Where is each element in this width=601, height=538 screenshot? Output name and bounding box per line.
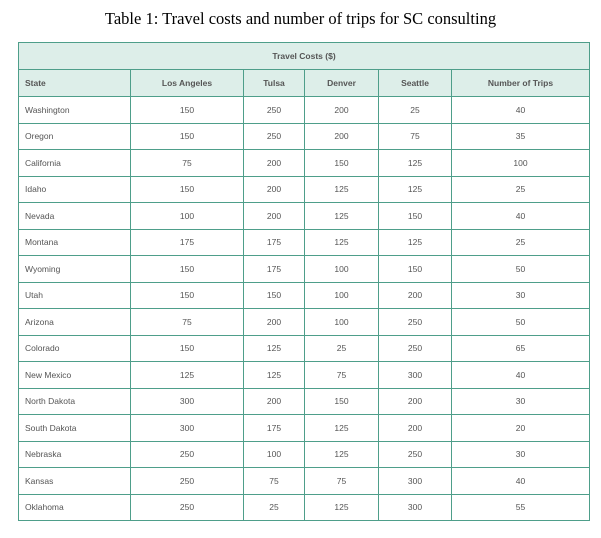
- number-of-trips-cell: 55: [452, 494, 590, 521]
- los-angeles-cost-cell: 150: [131, 335, 244, 362]
- tulsa-cost-cell: 125: [244, 362, 305, 389]
- tulsa-cost-cell: 250: [244, 123, 305, 150]
- los-angeles-cost-cell: 150: [131, 123, 244, 150]
- los-angeles-cost-cell: 150: [131, 176, 244, 203]
- denver-cost-cell: 150: [305, 388, 379, 415]
- number-of-trips-cell: 40: [452, 362, 590, 389]
- state-cell: South Dakota: [19, 415, 131, 442]
- los-angeles-cost-cell: 75: [131, 150, 244, 177]
- los-angeles-cost-cell: 250: [131, 468, 244, 495]
- tulsa-cost-cell: 150: [244, 282, 305, 309]
- state-cell: Montana: [19, 229, 131, 256]
- tulsa-cost-cell: 175: [244, 256, 305, 283]
- number-of-trips-cell: 30: [452, 441, 590, 468]
- tulsa-cost-cell: 175: [244, 229, 305, 256]
- state-cell: Nebraska: [19, 441, 131, 468]
- seattle-cost-cell: 300: [379, 468, 452, 495]
- number-of-trips-cell: 25: [452, 229, 590, 256]
- seattle-cost-cell: 125: [379, 229, 452, 256]
- denver-cost-cell: 100: [305, 309, 379, 336]
- state-cell: Oregon: [19, 123, 131, 150]
- tulsa-cost-cell: 200: [244, 309, 305, 336]
- table-row: [19, 203, 590, 230]
- los-angeles-cost-cell: 125: [131, 362, 244, 389]
- seattle-cost-cell: 125: [379, 150, 452, 177]
- number-of-trips-cell: 35: [452, 123, 590, 150]
- los-angeles-cost-cell: 250: [131, 441, 244, 468]
- los-angeles-cost-cell: 150: [131, 282, 244, 309]
- number-of-trips-cell: 30: [452, 388, 590, 415]
- column-header-seattle: Seattle: [379, 70, 452, 97]
- number-of-trips-cell: 100: [452, 150, 590, 177]
- tulsa-cost-cell: 200: [244, 203, 305, 230]
- state-cell: Utah: [19, 282, 131, 309]
- state-cell: Colorado: [19, 335, 131, 362]
- column-header-los-angeles: Los Angeles: [131, 70, 244, 97]
- denver-cost-cell: 125: [305, 203, 379, 230]
- state-cell: Washington: [19, 97, 131, 124]
- tulsa-cost-cell: 175: [244, 415, 305, 442]
- tulsa-cost-cell: 125: [244, 335, 305, 362]
- group-header-row: [19, 43, 590, 70]
- denver-cost-cell: 125: [305, 176, 379, 203]
- column-header-state: State: [19, 70, 131, 97]
- column-header-denver: Denver: [305, 70, 379, 97]
- los-angeles-cost-cell: 300: [131, 415, 244, 442]
- table-row: [19, 97, 590, 124]
- travel-costs-table: [18, 42, 590, 521]
- tulsa-cost-cell: 200: [244, 176, 305, 203]
- number-of-trips-cell: 40: [452, 97, 590, 124]
- table-body: [19, 97, 590, 521]
- group-header-travel-costs: Travel Costs ($): [19, 43, 590, 70]
- state-cell: North Dakota: [19, 388, 131, 415]
- los-angeles-cost-cell: 150: [131, 256, 244, 283]
- seattle-cost-cell: 25: [379, 97, 452, 124]
- table-row: [19, 415, 590, 442]
- seattle-cost-cell: 200: [379, 415, 452, 442]
- denver-cost-cell: 150: [305, 150, 379, 177]
- denver-cost-cell: 200: [305, 123, 379, 150]
- denver-cost-cell: 125: [305, 229, 379, 256]
- seattle-cost-cell: 75: [379, 123, 452, 150]
- table-row: [19, 335, 590, 362]
- denver-cost-cell: 100: [305, 282, 379, 309]
- los-angeles-cost-cell: 300: [131, 388, 244, 415]
- number-of-trips-cell: 50: [452, 309, 590, 336]
- tulsa-cost-cell: 100: [244, 441, 305, 468]
- los-angeles-cost-cell: 150: [131, 97, 244, 124]
- state-cell: Kansas: [19, 468, 131, 495]
- table-row: [19, 468, 590, 495]
- state-cell: New Mexico: [19, 362, 131, 389]
- denver-cost-cell: 75: [305, 362, 379, 389]
- seattle-cost-cell: 125: [379, 176, 452, 203]
- los-angeles-cost-cell: 100: [131, 203, 244, 230]
- column-header-tulsa: Tulsa: [244, 70, 305, 97]
- denver-cost-cell: 75: [305, 468, 379, 495]
- seattle-cost-cell: 250: [379, 441, 452, 468]
- table-row: [19, 176, 590, 203]
- state-cell: Oklahoma: [19, 494, 131, 521]
- denver-cost-cell: 125: [305, 441, 379, 468]
- state-cell: Wyoming: [19, 256, 131, 283]
- tulsa-cost-cell: 75: [244, 468, 305, 495]
- denver-cost-cell: 125: [305, 415, 379, 442]
- seattle-cost-cell: 150: [379, 203, 452, 230]
- denver-cost-cell: 125: [305, 494, 379, 521]
- state-cell: California: [19, 150, 131, 177]
- column-header-number-of-trips: Number of Trips: [452, 70, 590, 97]
- denver-cost-cell: 25: [305, 335, 379, 362]
- number-of-trips-cell: 40: [452, 468, 590, 495]
- los-angeles-cost-cell: 75: [131, 309, 244, 336]
- seattle-cost-cell: 200: [379, 388, 452, 415]
- seattle-cost-cell: 200: [379, 282, 452, 309]
- denver-cost-cell: 200: [305, 97, 379, 124]
- table-row: [19, 229, 590, 256]
- column-header-row: [19, 70, 590, 97]
- seattle-cost-cell: 250: [379, 335, 452, 362]
- seattle-cost-cell: 300: [379, 362, 452, 389]
- table-row: [19, 362, 590, 389]
- table-row: [19, 309, 590, 336]
- table-row: [19, 282, 590, 309]
- seattle-cost-cell: 250: [379, 309, 452, 336]
- table-row: [19, 150, 590, 177]
- tulsa-cost-cell: 200: [244, 388, 305, 415]
- seattle-cost-cell: 300: [379, 494, 452, 521]
- tulsa-cost-cell: 250: [244, 97, 305, 124]
- table-caption: Table 1: Travel costs and number of trips for SC consulting: [104, 9, 497, 28]
- denver-cost-cell: 100: [305, 256, 379, 283]
- number-of-trips-cell: 20: [452, 415, 590, 442]
- number-of-trips-cell: 65: [452, 335, 590, 362]
- table-row: [19, 123, 590, 150]
- number-of-trips-cell: 40: [452, 203, 590, 230]
- table-row: [19, 494, 590, 521]
- state-cell: Idaho: [19, 176, 131, 203]
- state-cell: Arizona: [19, 309, 131, 336]
- tulsa-cost-cell: 200: [244, 150, 305, 177]
- tulsa-cost-cell: 25: [244, 494, 305, 521]
- number-of-trips-cell: 50: [452, 256, 590, 283]
- seattle-cost-cell: 150: [379, 256, 452, 283]
- table-row: [19, 256, 590, 283]
- los-angeles-cost-cell: 175: [131, 229, 244, 256]
- number-of-trips-cell: 25: [452, 176, 590, 203]
- state-cell: Nevada: [19, 203, 131, 230]
- table-row: [19, 388, 590, 415]
- number-of-trips-cell: 30: [452, 282, 590, 309]
- table-row: [19, 441, 590, 468]
- los-angeles-cost-cell: 250: [131, 494, 244, 521]
